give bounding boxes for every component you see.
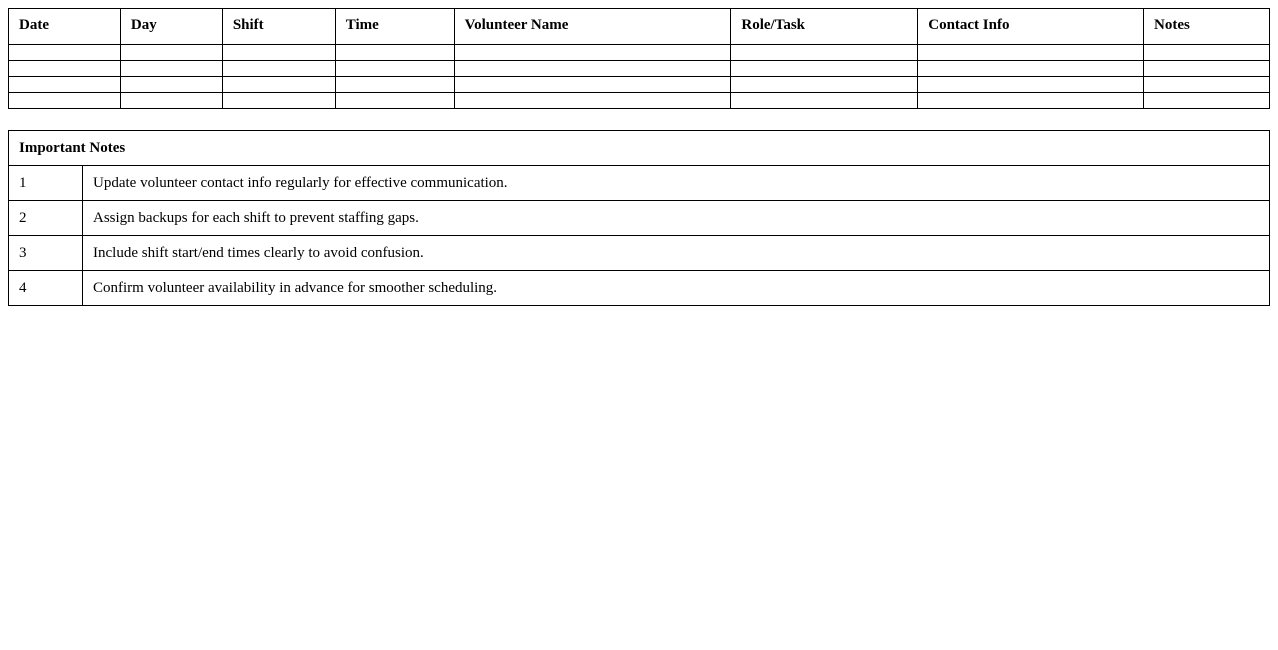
important-notes-table	[8, 130, 1270, 306]
table-cell	[1144, 61, 1270, 77]
table-cell	[9, 61, 121, 77]
note-row	[9, 201, 1270, 236]
table-cell	[454, 61, 731, 77]
column-header-volunteer-name: Volunteer Name	[454, 9, 731, 45]
table-cell	[120, 77, 222, 93]
table-cell	[335, 77, 454, 93]
table-cell	[731, 93, 918, 109]
table-row	[9, 93, 1270, 109]
column-header-notes: Notes	[1144, 9, 1270, 45]
table-cell	[731, 45, 918, 61]
note-number: 3	[9, 236, 83, 271]
table-row	[9, 45, 1270, 61]
table-cell	[9, 45, 121, 61]
table-cell	[335, 93, 454, 109]
table-cell	[454, 45, 731, 61]
table-cell	[120, 45, 222, 61]
note-text: Assign backups for each shift to prevent staffing gaps.	[83, 201, 1270, 236]
column-header-contact-info: Contact Info	[918, 9, 1144, 45]
note-row	[9, 271, 1270, 306]
column-header-date: Date	[9, 9, 121, 45]
table-cell	[1144, 77, 1270, 93]
table-cell	[120, 61, 222, 77]
table-cell	[222, 93, 335, 109]
table-cell	[918, 93, 1144, 109]
table-cell	[1144, 45, 1270, 61]
note-text: Include shift start/end times clearly to avoid confusion.	[83, 236, 1270, 271]
table-cell	[120, 93, 222, 109]
table-cell	[9, 77, 121, 93]
table-cell	[454, 93, 731, 109]
table-cell	[335, 61, 454, 77]
table-cell	[731, 77, 918, 93]
note-number: 4	[9, 271, 83, 306]
notes-header-row	[9, 131, 1270, 166]
schedule-table	[8, 8, 1270, 109]
note-text: Update volunteer contact info regularly for effective communication.	[83, 166, 1270, 201]
note-row	[9, 166, 1270, 201]
table-cell	[918, 77, 1144, 93]
table-row	[9, 61, 1270, 77]
important-notes-title: Important Notes	[9, 131, 1270, 166]
table-cell	[454, 77, 731, 93]
table-cell	[222, 45, 335, 61]
table-cell	[222, 77, 335, 93]
table-cell	[918, 61, 1144, 77]
note-number: 2	[9, 201, 83, 236]
column-header-shift: Shift	[222, 9, 335, 45]
table-cell	[1144, 93, 1270, 109]
table-cell	[9, 93, 121, 109]
table-header-row	[9, 9, 1270, 45]
column-header-role-task: Role/Task	[731, 9, 918, 45]
table-row	[9, 77, 1270, 93]
table-cell	[731, 61, 918, 77]
table-cell	[335, 45, 454, 61]
column-header-day: Day	[120, 9, 222, 45]
note-row	[9, 236, 1270, 271]
note-number: 1	[9, 166, 83, 201]
note-text: Confirm volunteer availability in advance for smoother scheduling.	[83, 271, 1270, 306]
table-cell	[918, 45, 1144, 61]
column-header-time: Time	[335, 9, 454, 45]
table-cell	[222, 61, 335, 77]
